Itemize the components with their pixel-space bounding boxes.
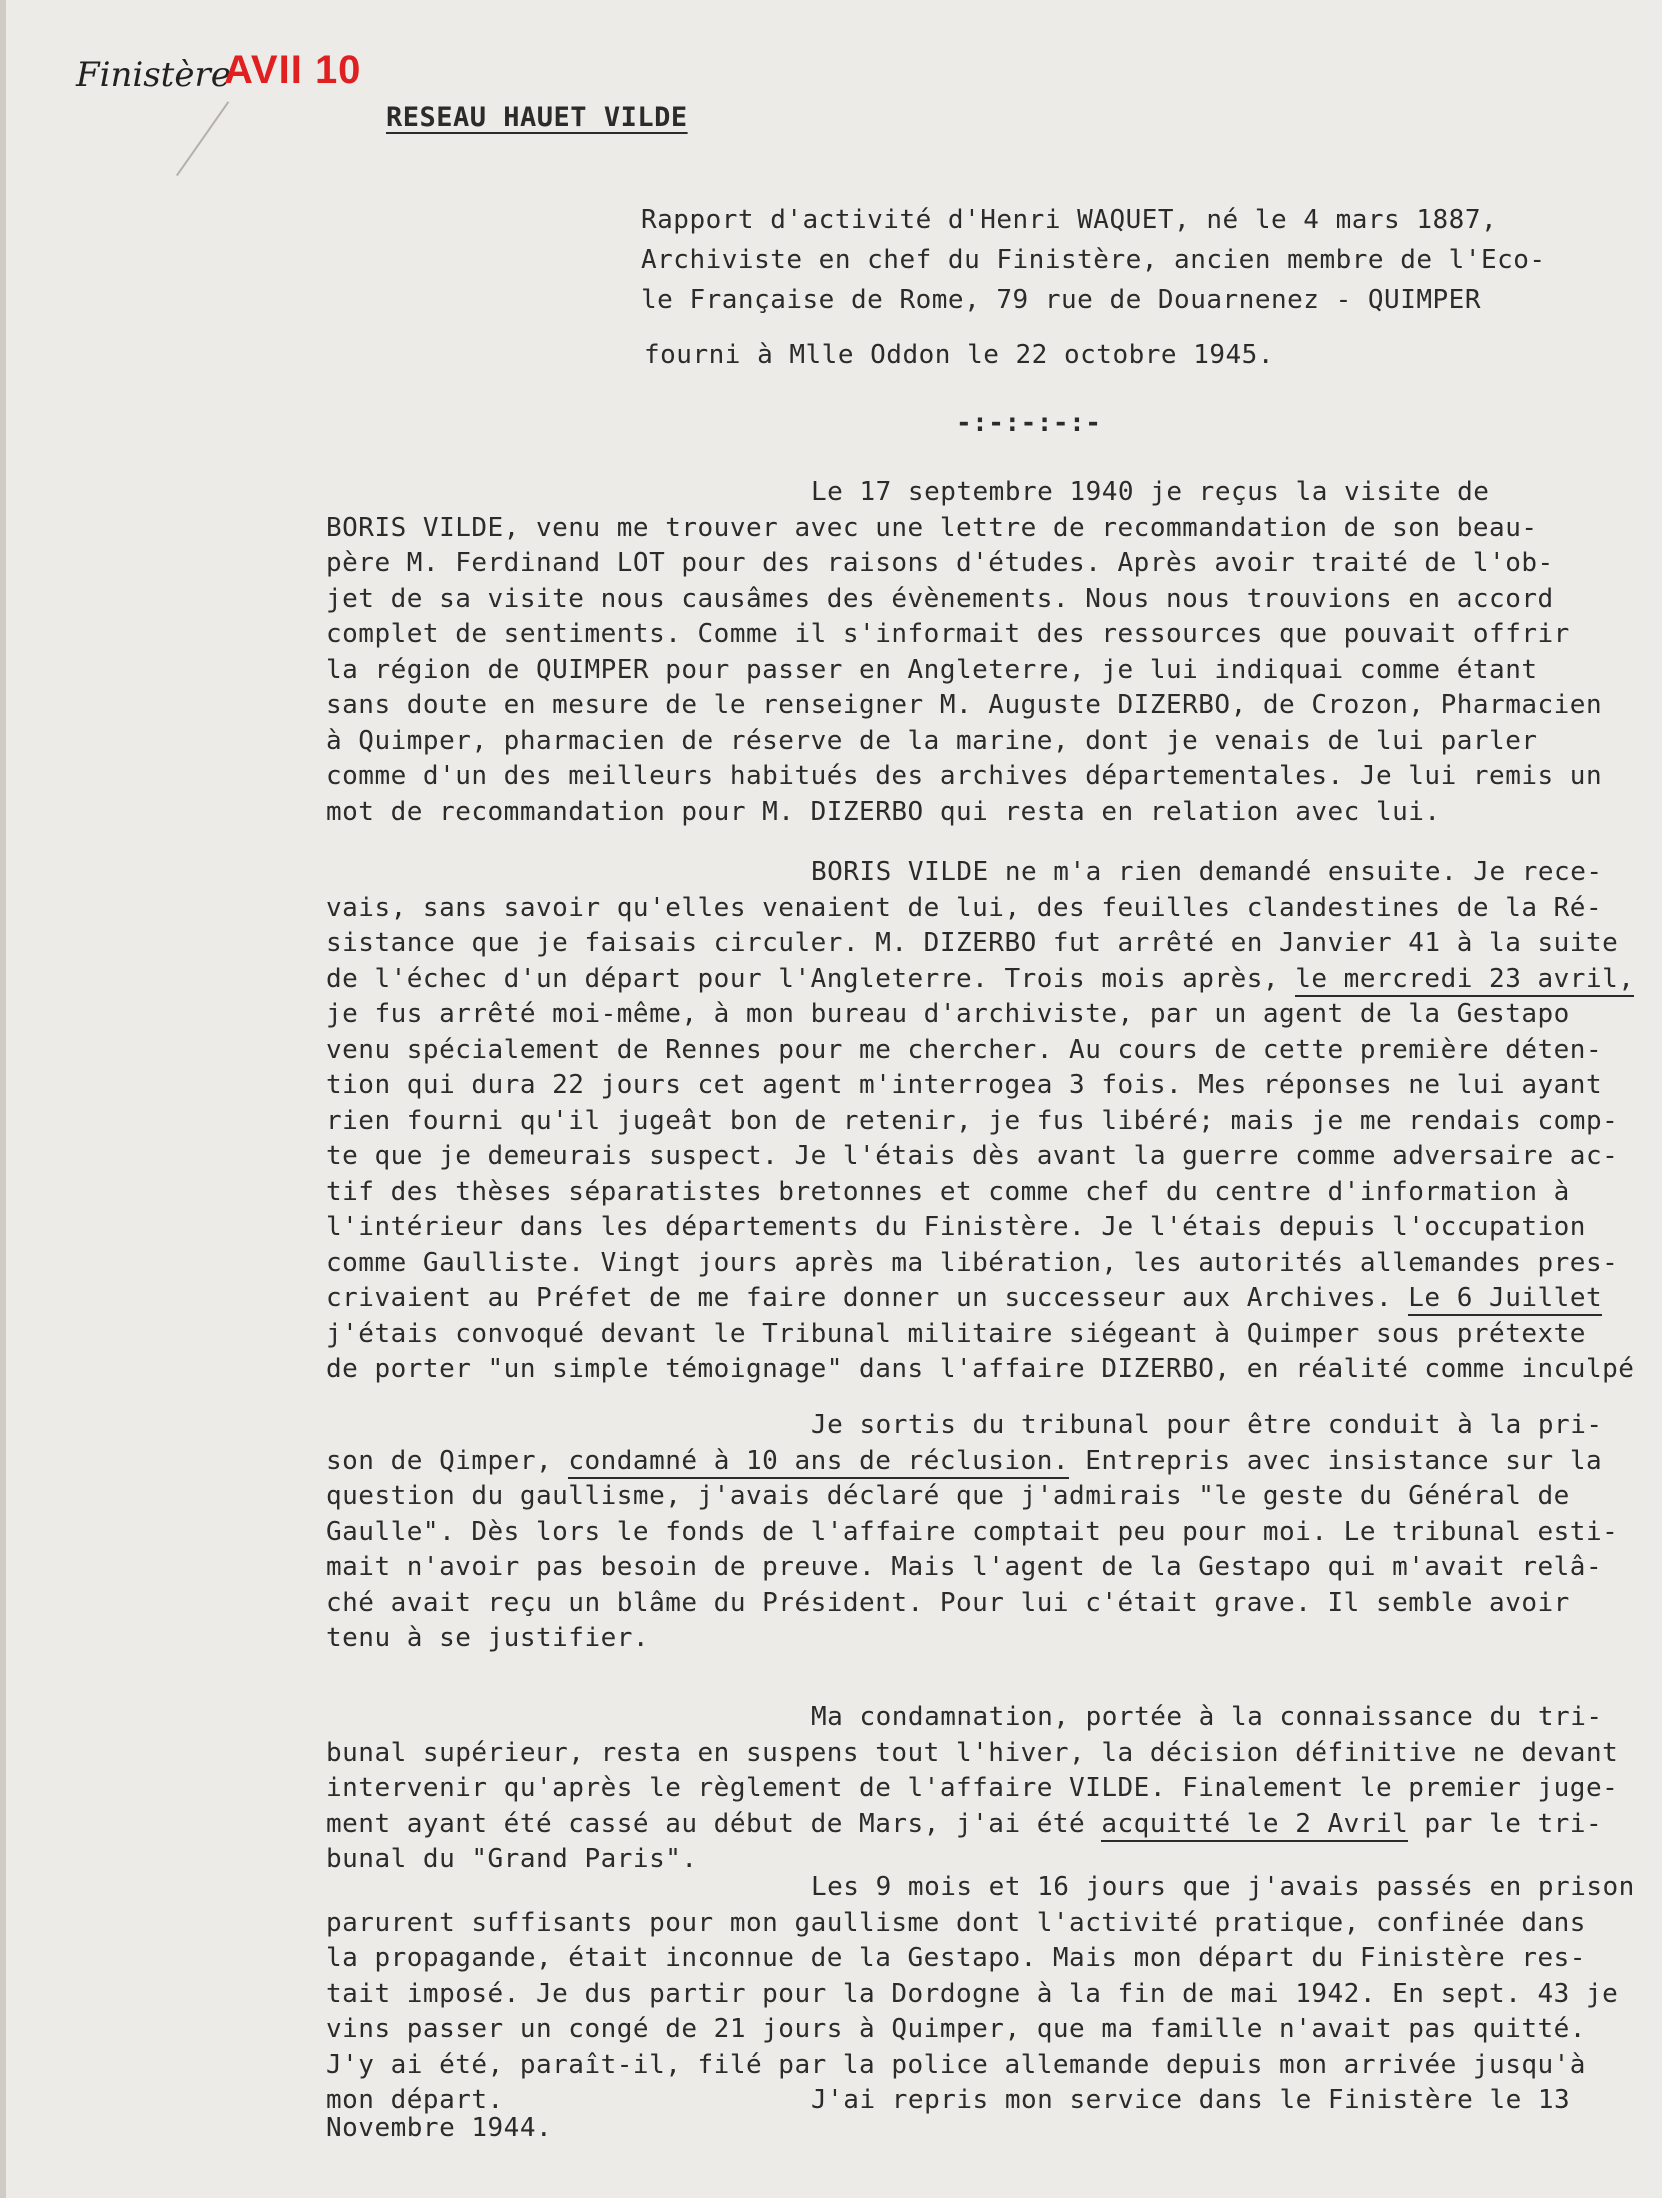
- text-line: Ma condamnation, portée à la connaissance du tri-: [811, 1702, 1603, 1732]
- header-line: Rapport d'activité d'Henri WAQUET, né le 4 mars 1887,: [641, 205, 1498, 235]
- text-line: sistance que je faisais circuler. M. DIZERBO fut arrêté en Janvier 41 à la suite: [326, 928, 1619, 958]
- pencil-stroke: [176, 101, 229, 176]
- paragraph-3: [326, 1408, 1661, 1657]
- text-line: Je sortis du tribunal pour être conduit à la pri-: [811, 1410, 1603, 1440]
- underlined-text: acquitté le 2 Avril: [1101, 1809, 1408, 1842]
- text-line: intervenir qu'après le règlement de l'affaire VILDE. Finalement le premier juge-: [326, 1773, 1619, 1803]
- text-line: question du gaullisme, j'avais déclaré que j'admirais "le geste du Général de: [326, 1481, 1570, 1511]
- text-line: tif des thèses séparatistes bretonnes et comme chef du centre d'information à: [326, 1176, 1570, 1207]
- furnished-note: fourni à Mlle Oddon le 22 octobre 1945.: [644, 340, 1274, 370]
- text-line: mot de recommandation pour M. DIZERBO qui resta en relation avec lui.: [326, 796, 1441, 827]
- text-line: crivaient au Préfet de me faire donner un successeur aux Archives. Le 6 Juillet: [326, 1281, 1661, 1317]
- text-line: BORIS VILDE ne m'a rien demandé ensuite. Je rece-: [811, 857, 1603, 887]
- paragraph-2: [326, 855, 1661, 1388]
- text-line: vins passer un congé de 21 jours à Quimper, que ma famille n'avait pas quitté.: [326, 2014, 1586, 2044]
- text-line: bunal du "Grand Paris".: [326, 1844, 698, 1874]
- underlined-text: le mercredi 23 avril,: [1295, 964, 1634, 997]
- text-line: la propagande, était inconnue de la Gestapo. Mais mon départ du Finistère res-: [326, 1943, 1586, 1973]
- text-line: tenu à se justifier.: [326, 1623, 650, 1653]
- text-line: vais, sans savoir qu'elles venaient de lui, des feuilles clandestines de la Ré-: [326, 892, 1603, 923]
- text-line: comme Gaulliste. Vingt jours après ma libération, les autorités allemandes pres-: [326, 1247, 1619, 1278]
- text-line: J'ai repris mon service dans le Finistère le 13: [811, 2085, 1571, 2115]
- text-line: BORIS VILDE, venu me trouver avec une lettre de recommandation de son beau-: [326, 512, 1538, 543]
- underlined-text: Le 6 Juillet: [1408, 1283, 1602, 1316]
- text-line: rien fourni qu'il jugeât bon de retenir, je fus libéré; mais je me rendais comp-: [326, 1105, 1619, 1136]
- text-with-underline: de l'échec d'un départ pour l'Angleterre. Trois mois après, le mercredi 23 avril,: [326, 964, 1634, 997]
- text-line: [326, 962, 1661, 998]
- document-title: RESEAU HAUET VILDE: [386, 102, 688, 133]
- text-line: Les 9 mois et 16 jours que j'avais passés en prison: [811, 1872, 1635, 1902]
- text-line: je fus arrêté moi-même, à mon bureau d'archiviste, par un agent de la Gestapo: [326, 999, 1570, 1029]
- document-date: Novembre 1944.: [326, 2113, 553, 2143]
- text-line: te que je demeurais suspect. Je l'étais dès avant la guerre comme adversaire ac-: [326, 1141, 1619, 1171]
- paragraph-5: [326, 1870, 1661, 2119]
- paragraph-1: [326, 475, 1661, 830]
- header-line: Archiviste en chef du Finistère, ancien membre de l'Eco-: [641, 245, 1546, 275]
- text-line: bunal supérieur, resta en suspens tout l'hiver, la décision définitive ne devant: [326, 1737, 1619, 1768]
- text-line: Le 17 septembre 1940 je reçus la visite de: [811, 477, 1490, 507]
- text-line: tion qui dura 22 jours cet agent m'interrogea 3 fois. Mes réponses ne lui ayant: [326, 1070, 1603, 1100]
- text-line: parurent suffisants pour mon gaullisme dont l'activité pratique, confinée dans: [326, 1907, 1586, 1938]
- text-line: l'intérieur dans les départements du Finistère. Je l'étais depuis l'occupation: [326, 1212, 1586, 1242]
- paragraph-4: [326, 1700, 1661, 1878]
- header-line: le Française de Rome, 79 rue de Douarnenez - QUIMPER: [641, 285, 1481, 315]
- text-line: la région de QUIMPER pour passer en Angleterre, je lui indiquai comme étant: [326, 654, 1538, 685]
- text-line: père M. Ferdinand LOT pour des raisons d'études. Après avoir traité de l'ob-: [326, 548, 1554, 578]
- handwritten-archive-code: AVII 10: [224, 48, 362, 92]
- text-line: J'y ai été, paraît-il, filé par la police allemande depuis mon arrivée jusqu'à: [326, 2049, 1586, 2080]
- report-header: [641, 200, 1601, 320]
- text-line: tait imposé. Je dus partir pour la Dordogne à la fin de mai 1942. En sept. 43 je: [326, 1978, 1619, 2009]
- text-line: ché avait reçu un blâme du Président. Pour lui c'était grave. Il semble avoir: [326, 1587, 1570, 1618]
- text-line: comme d'un des meilleurs habitués des archives départementales. Je lui remis un: [326, 761, 1603, 791]
- text-line: sans doute en mesure de le renseigner M. Auguste DIZERBO, de Crozon, Pharmacien: [326, 690, 1603, 720]
- text-line: ment ayant été cassé au début de Mars, j'ai été acquitté le 2 Avril par le tri-: [326, 1807, 1661, 1843]
- text-line: mon départ.: [326, 2085, 504, 2115]
- text-line: de porter "un simple témoignage" dans l'affaire DIZERBO, en réalité comme inculpé: [326, 1354, 1635, 1384]
- text-line: Gaulle". Dès lors le fonds de l'affaire comptait peu pour moi. Le tribunal esti-: [326, 1516, 1619, 1547]
- text-line: son de Qimper, condamné à 10 ans de réclusion. Entrepris avec insistance sur la: [326, 1444, 1661, 1480]
- text-line: complet de sentiments. Comme il s'informait des ressources que pouvait offrir: [326, 619, 1570, 649]
- text-line: à Quimper, pharmacien de réserve de la marine, dont je venais de lui parler: [326, 725, 1538, 756]
- text-line: j'étais convoqué devant le Tribunal militaire siégeant à Quimper sous prétexte: [326, 1318, 1586, 1349]
- text-line: jet de sa visite nous causâmes des évènements. Nous nous trouvions en accord: [326, 583, 1554, 614]
- text-line: mait n'avoir pas besoin de preuve. Mais l'agent de la Gestapo qui m'avait relâ-: [326, 1552, 1603, 1582]
- separator: -:-:-:-:-: [956, 408, 1102, 438]
- handwritten-reference: Finistère: [76, 55, 231, 95]
- text-line: venu spécialement de Rennes pour me chercher. Au cours de cette première déten-: [326, 1034, 1603, 1065]
- underlined-text: condamné à 10 ans de réclusion.: [568, 1446, 1069, 1479]
